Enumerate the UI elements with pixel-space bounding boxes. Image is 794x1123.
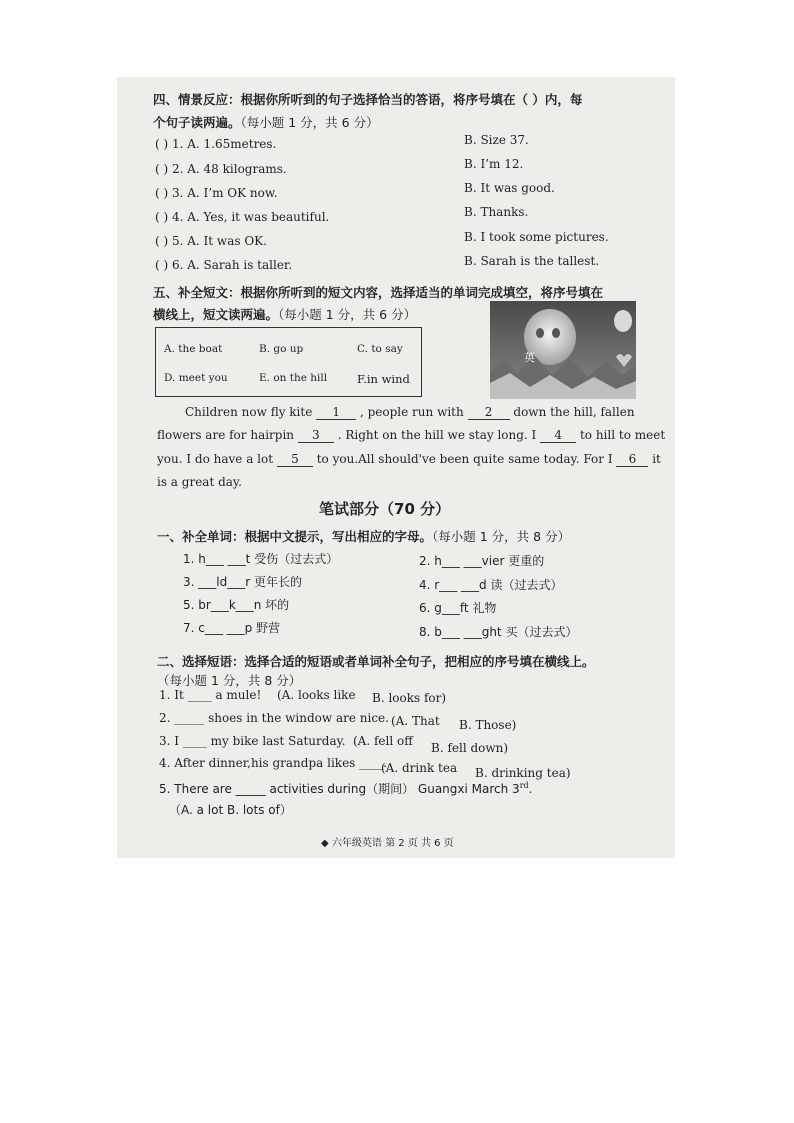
q1-item-4: 4. r___ ___d 读（过去式）	[419, 578, 563, 592]
page-footer	[321, 834, 454, 849]
q1-item-5: 5. br___k___n 坏的	[183, 598, 290, 612]
q2-item-5: 5. There are _____ activities during（期间） Guangxi March 3rd.	[159, 781, 533, 796]
image-label: 英	[524, 351, 535, 364]
q2-item-4-option-b: B. drinking tea)	[475, 766, 571, 780]
s4-item-4-b: B. Thanks.	[464, 205, 529, 219]
s4-item-6-b: B. Sarah is the tallest.	[464, 254, 600, 268]
q1-item-8: 8. b___ ___ght 买（过去式）	[419, 625, 578, 639]
q2-item-4: 4. After dinner,his grandpa likes ____.	[159, 756, 387, 770]
blank-4: 4	[540, 428, 576, 443]
passage-line-2: flowers are for hairpin 3 . Right on the hill we stay long. I 4 to hill to meet	[157, 428, 666, 442]
s4-item-4-a: ( ) 4. A. Yes, it was beautiful.	[155, 210, 330, 224]
option-e: E. on the hill	[259, 372, 328, 384]
q2-item-5-options: （A. a lot B. lots of）	[169, 803, 292, 817]
blank-2: 2	[468, 405, 510, 420]
s4-item-3-b: B. It was good.	[464, 181, 555, 195]
q2-item-2-option-b: B. Those)	[459, 718, 517, 732]
q1-title: 一、补全单词：根据中文提示，写出相应的字母。（每小题 1 分，共 8 分）	[157, 529, 571, 544]
q1-item-1: 1. h___ ___t 受伤（过去式）	[183, 552, 339, 566]
q2-item-3-option-a: (A. fell off	[353, 734, 413, 748]
passage-line-1: Children now fly kite 1 , people run with 2 down the hill, fallen	[185, 405, 635, 419]
s4-item-1-b: B. Size 37.	[464, 133, 529, 147]
passage-line-3: you. I do have a lot 5 to you.All should've been quite same today. For I 6 it	[157, 452, 661, 466]
blank-5: 5	[277, 452, 313, 467]
section5-title: 五、补全短文：根据你所听到的短文内容，选择适当的单词完成填空，将序号填在	[153, 285, 604, 300]
diamond-icon: ◆	[321, 838, 329, 849]
written-part-title: 笔试部分（70 分）	[319, 500, 451, 518]
q2-title: 二、选择短语：选择合适的短语或者单词补全句子，把相应的序号填在横线上。	[157, 654, 595, 669]
q1-item-2: 2. h___ ___vier 更重的	[419, 554, 545, 568]
blank-3: 3	[298, 428, 334, 443]
s4-item-1-a: ( ) 1. A. 1.65metres.	[155, 137, 277, 151]
q2-item-4-option-a: (A. drink tea	[381, 761, 458, 775]
section5-note: （每小题 1 分，共 6 分）	[278, 307, 417, 322]
section5-title-line2: 横线上，短文读两遍。（每小题 1 分，共 6 分）	[153, 307, 417, 322]
s4-item-2-a: ( ) 2. A. 48 kilograms.	[155, 162, 287, 176]
footer-text: 六年级英语 第 2 页 共 6 页	[331, 838, 454, 849]
blank-1: 1	[316, 405, 356, 420]
section4-title-line2: 个句子读两遍。（每小题 1 分，共 6 分）	[153, 115, 379, 130]
q1-item-6: 6. g___ft 礼物	[419, 601, 497, 615]
q2-item-1-option-a: (A. looks like	[277, 688, 356, 702]
section4-note: （每小题 1 分，共 6 分）	[240, 115, 379, 130]
q2-item-1-option-b: B. looks for)	[372, 691, 447, 705]
passage-line-4: is a great day.	[157, 475, 242, 489]
q2-item-5-sup: rd	[519, 781, 529, 790]
q2-item-2-option-a: (A. That	[391, 714, 440, 728]
moon-illustration	[490, 301, 636, 399]
s4-item-5-b: B. I took some pictures.	[464, 230, 609, 244]
s4-item-2-b: B. I’m 12.	[464, 157, 524, 171]
q1-item-3: 3. ___ld___r 更年长的	[183, 575, 302, 589]
q1-note: （每小题 1 分，共 8 分）	[432, 529, 571, 544]
options-box	[155, 327, 422, 397]
s4-item-3-a: ( ) 3. A. I’m OK now.	[155, 186, 278, 200]
option-b: B. go up	[259, 343, 304, 355]
option-d: D. meet you	[164, 372, 228, 384]
option-c: C. to say	[357, 343, 403, 355]
q2-item-2: 2. _____ shoes in the window are nice.	[159, 711, 389, 725]
q2-item-3: 3. I ____ my bike last Saturday.	[159, 734, 346, 748]
q2-note: （每小题 1 分，共 8 分）	[157, 673, 302, 688]
blank-6: 6	[616, 452, 648, 467]
exam-page	[117, 77, 675, 858]
section4-title: 四、情景反应：根据你所听到的句子选择恰当的答语，将序号填在（ ）内，每	[153, 92, 583, 107]
option-a: A. the boat	[164, 343, 223, 355]
s4-item-6-a: ( ) 6. A. Sarah is taller.	[155, 258, 293, 272]
q1-item-7: 7. c___ ___p 野营	[183, 621, 281, 635]
s4-item-5-a: ( ) 5. A. It was OK.	[155, 234, 267, 248]
q2-item-1: 1. It ____ a mule!	[159, 688, 262, 702]
q2-item-3-option-b: B. fell down)	[431, 741, 509, 755]
option-f: F.in wind	[357, 372, 410, 386]
